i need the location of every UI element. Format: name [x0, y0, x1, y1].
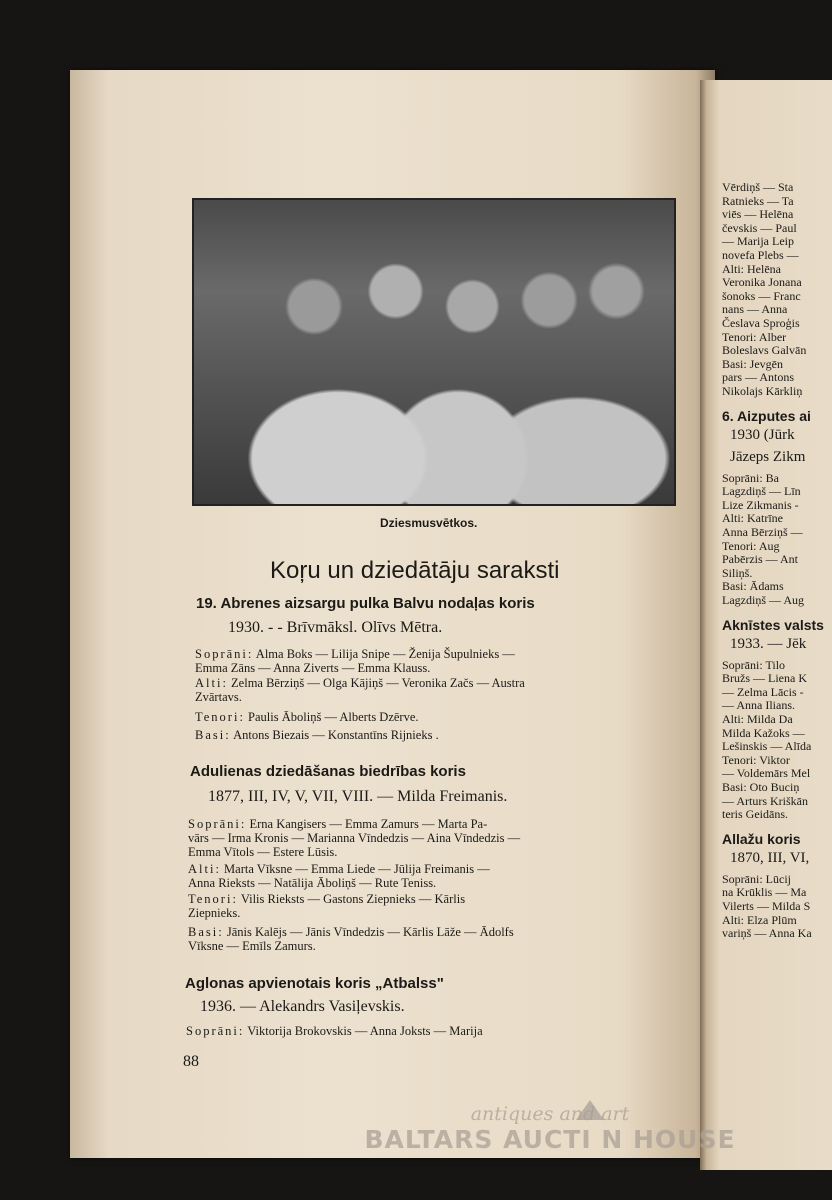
choir-info: 1930. - - Brīvmāksl. Olīvs Mētra. — [228, 619, 443, 636]
voice-line: Zvārtavs. — [195, 690, 242, 704]
voice-line: Basi: Antons Biezais — Konstantīns Rijnieks . — [195, 728, 439, 742]
right-text-line: — Voldemārs Mel — [722, 766, 811, 781]
voice-line: Emma Vītols — Estere Lūsis. — [188, 845, 338, 859]
right-text-line: Vērdiņš — Sta — [722, 180, 794, 194]
choir-title: 19. Abrenes aizsargu pulka Balvu nodaļas koris — [196, 595, 535, 612]
choir-info: 1877, III, IV, V, VII, VIII. — Milda Freimanis. — [208, 788, 508, 805]
right-text-line: Lagzdiņš — Līn — [722, 484, 801, 499]
right-text-line: 1930 (Jūrk — [730, 426, 795, 443]
right-text-line: Basi: Ādams — [722, 579, 784, 594]
right-text-line: Basi: Jevgēn — [722, 356, 783, 371]
right-text-line: variņš — Anna Ka — [722, 926, 812, 941]
right-text-line: 1870, III, VI, — [730, 849, 810, 866]
right-text-line: pars — Antons — [722, 370, 794, 385]
right-text-line: Soprāni: Lūcij — [722, 871, 791, 886]
right-text-line: 1933. — Jēk — [730, 635, 807, 652]
right-text-line: Soprāni: Ba — [722, 470, 779, 485]
right-text-line: Soprāni: Tilo — [722, 657, 786, 672]
right-text-line: Boleslavs Galvān — [722, 343, 807, 358]
right-text-line: čevskis — Paul — [722, 220, 797, 235]
right-text-line: Anna Bērziņš — — [722, 525, 803, 539]
right-text-line: Lize Zikmanis - — [722, 497, 799, 512]
right-text-line: Siliņš. — [722, 565, 753, 580]
voice-line: Tenori: Vilis Rieksts — Gastons Ziepnieks — Kārlis — [188, 892, 466, 906]
right-text-line: Alti: Katrīne — [722, 511, 783, 526]
right-text-line: Jāzeps Zikm — [730, 448, 806, 465]
photo-caption: Dziesmusvētkos. — [380, 516, 478, 530]
watermark-line2: BALTARS AUCTI N HOUSE — [364, 1125, 736, 1154]
right-text-line: Pabērzis — Ant — [722, 552, 798, 567]
page-number: 88 — [183, 1053, 199, 1070]
right-text-line: Veronika Jonana — [722, 275, 802, 290]
voice-line: Alti: Marta Vīksne — Emma Liede — Jūlija Freimanis — — [188, 862, 490, 876]
right-text-line: Tenori: Alber — [722, 329, 787, 344]
section-heading: Koŗu un dziedātāju saraksti — [270, 557, 560, 584]
right-text-line: Alti: Helēna — [722, 261, 781, 276]
voice-line: Basi: Jānis Kalējs — Jānis Vīndedzis — Kārlis Lāže — Ādolfs — [188, 925, 514, 939]
right-choir-title: Aknīstes valsts — [722, 616, 824, 633]
voice-line: Soprāni: Erna Kangisers — Emma Zamurs — Marta Pa- — [188, 817, 488, 831]
voice-line: Soprāni: Viktorija Brokovskis — Anna Joksts — Marija — [186, 1024, 483, 1038]
voice-line: Emma Zāns — Anna Ziverts — Emma Klauss. — [195, 661, 431, 675]
choir-title: Adulienas dziedāšanas biedrības koris — [190, 763, 466, 780]
choir-info: 1936. — Alekandrs Vasiļevskis. — [200, 998, 405, 1015]
right-text-line: Lešinskis — Alīda — [722, 739, 812, 754]
right-text-line: Tenori: Aug — [722, 538, 780, 553]
right-text-line: — Anna Ilians. — [722, 698, 795, 713]
right-choir-title: 6. Aizputes ai — [722, 407, 811, 424]
voice-line: vārs — Irma Kronis — Marianna Vīndedzis — Aina Vīndedzis — — [188, 831, 521, 845]
right-text-line: Nikolajs Kārkliņ — [722, 384, 803, 398]
right-text-line: — Arturs Kriškān — [722, 793, 808, 808]
watermark — [350, 1103, 750, 1154]
right-text-line: Basi: Oto Buciņ — [722, 780, 800, 794]
choir-title: Aglonas apvienotais koris „Atbalss" — [185, 975, 444, 992]
voice-line: Alti: Zelma Bērziņš — Olga Kājiņš — Veronika Začs — Austra — [195, 676, 525, 690]
right-text-line: nans — Anna — [722, 302, 788, 317]
watermark-line1: antiques and art — [470, 1103, 630, 1125]
right-text-line: Alti: Elza Plūm — [722, 912, 797, 927]
voice-line: Tenori: Paulis Āboliņš — Alberts Dzērve. — [195, 710, 419, 724]
right-text-line: Vilerts — Milda S — [722, 899, 811, 913]
choir-photo — [192, 198, 676, 506]
right-text-line: na Krūklis — Ma — [722, 885, 807, 900]
right-choir-title: Allažu koris — [722, 830, 801, 847]
right-text-line: Bružs — Liena K — [722, 671, 807, 686]
right-text-line: Ratnieks — Ta — [722, 193, 794, 208]
voice-line: Ziepnieks. — [188, 906, 241, 920]
right-text-line: novefa Plebs — — [722, 248, 799, 262]
right-text-line: — Zelma Lācis - — [722, 684, 804, 699]
right-text-line: Česlava Sproģis — [722, 316, 800, 330]
right-text-line: teris Geidāns. — [722, 807, 788, 822]
voice-line: Anna Rieksts — Natālija Āboliņš — Rute Teniss. — [188, 876, 437, 890]
right-text-line: Alti: Milda Da — [722, 712, 793, 726]
right-text-line: Lagzdiņš — Aug — [722, 593, 804, 607]
right-text-line: — Marija Leip — [722, 234, 794, 249]
right-text-line: Milda Kažoks — — [722, 725, 805, 740]
voice-line: Soprāni: Alma Boks — Lilija Snipe — Ženija Šupulnieks — — [195, 647, 515, 661]
right-page — [700, 80, 832, 1170]
right-text-line: viēs — Helēna — [722, 207, 794, 222]
right-text-line: šonoks — Franc — [722, 288, 801, 303]
voice-line: Vīksne — Emīls Zamurs. — [188, 939, 316, 953]
right-text-line: Tenori: Viktor — [722, 752, 790, 767]
